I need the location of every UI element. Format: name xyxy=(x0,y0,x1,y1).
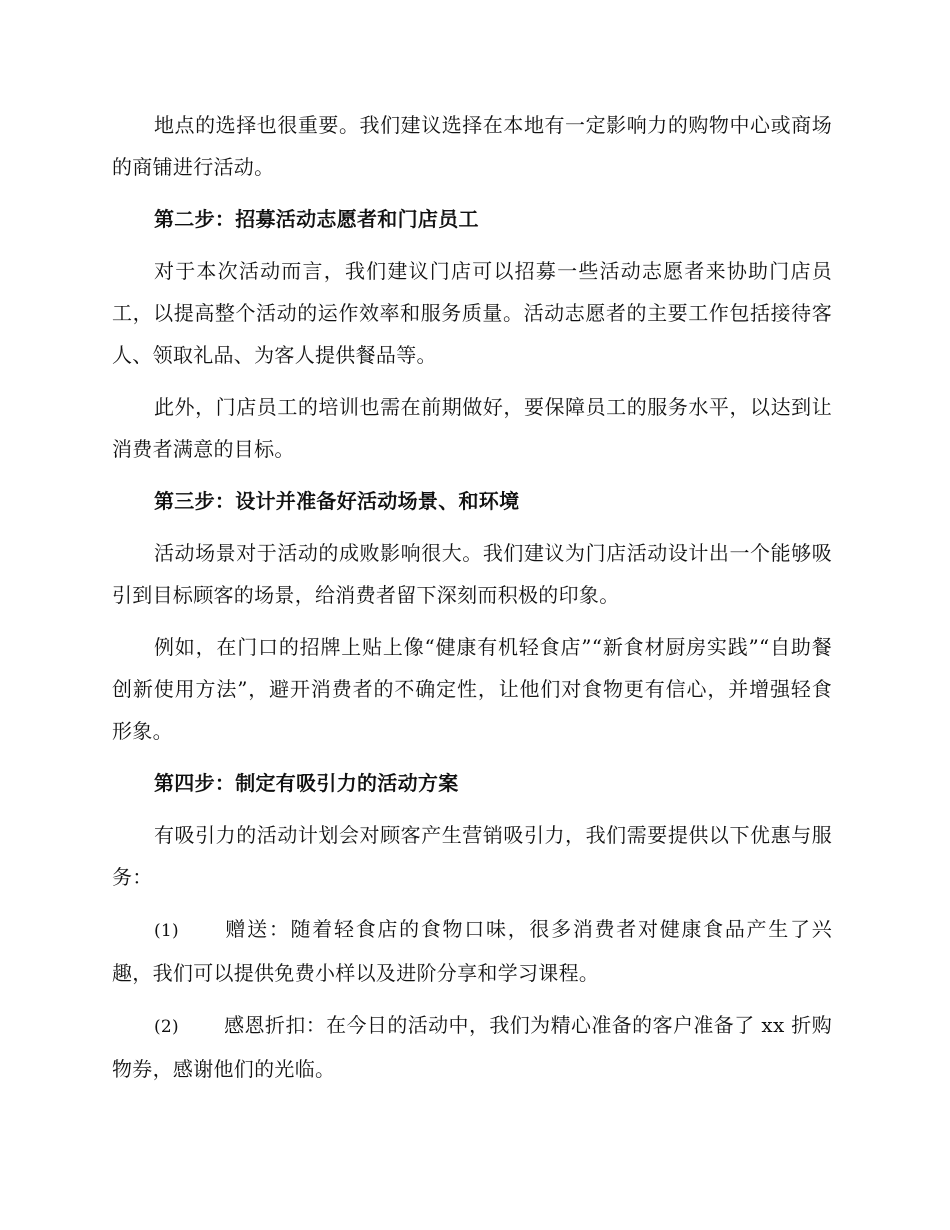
document-body xyxy=(112,104,832,1090)
list-item-text: 赠送：随着轻食店的食物口味，很多消费者对健康食品产生了兴趣，我们可以提供免费小样以及进阶分享和学习课程。 xyxy=(112,917,832,985)
heading-step-four: 第四步：制定有吸引力的活动方案 xyxy=(154,771,459,795)
list-item xyxy=(112,1004,832,1090)
paragraph-location: 地点的选择也很重要。我们建议选择在本地有一定影响力的购物中心或商场的商铺进行活动。 xyxy=(112,113,832,179)
paragraph-example: 例如，在门口的招牌上贴上像“健康有机轻食店”“新食材厨房实践”“自助餐创新使用方法”，避开消费者的不确定性，让他们对食物更有信心，并增强轻食形象。 xyxy=(112,635,832,743)
paragraph-scene: 活动场景对于活动的成败影响很大。我们建议为门店活动设计出一个能够吸引到目标顾客的场景，给消费者留下深刻而积极的印象。 xyxy=(112,541,832,607)
list-item xyxy=(112,908,832,994)
paragraph-staff-training: 此外，门店员工的培训也需在前期做好，要保障员工的服务水平，以达到让消费者满意的目标。 xyxy=(112,395,832,461)
list-item-number: (2) xyxy=(154,1017,179,1037)
paragraph-offers-intro: 有吸引力的活动计划会对顾客产生营销吸引力，我们需要提供以下优惠与服务： xyxy=(112,823,832,889)
heading-step-two: 第二步：招募活动志愿者和门店员工 xyxy=(154,207,479,231)
list-item-number: (1) xyxy=(154,921,179,941)
heading-step-three: 第三步：设计并准备好活动场景、和环境 xyxy=(154,489,520,513)
list-item-text: 感恩折扣：在今日的活动中，我们为精心准备的客户准备了 xx 折购物券，感谢他们的光临。 xyxy=(112,1013,832,1081)
paragraph-volunteers: 对于本次活动而言，我们建议门店可以招募一些活动志愿者来协助门店员工，以提高整个活动的运作效率和服务质量。活动志愿者的主要工作包括接待客人、领取礼品、为客人提供餐品等。 xyxy=(112,259,832,367)
